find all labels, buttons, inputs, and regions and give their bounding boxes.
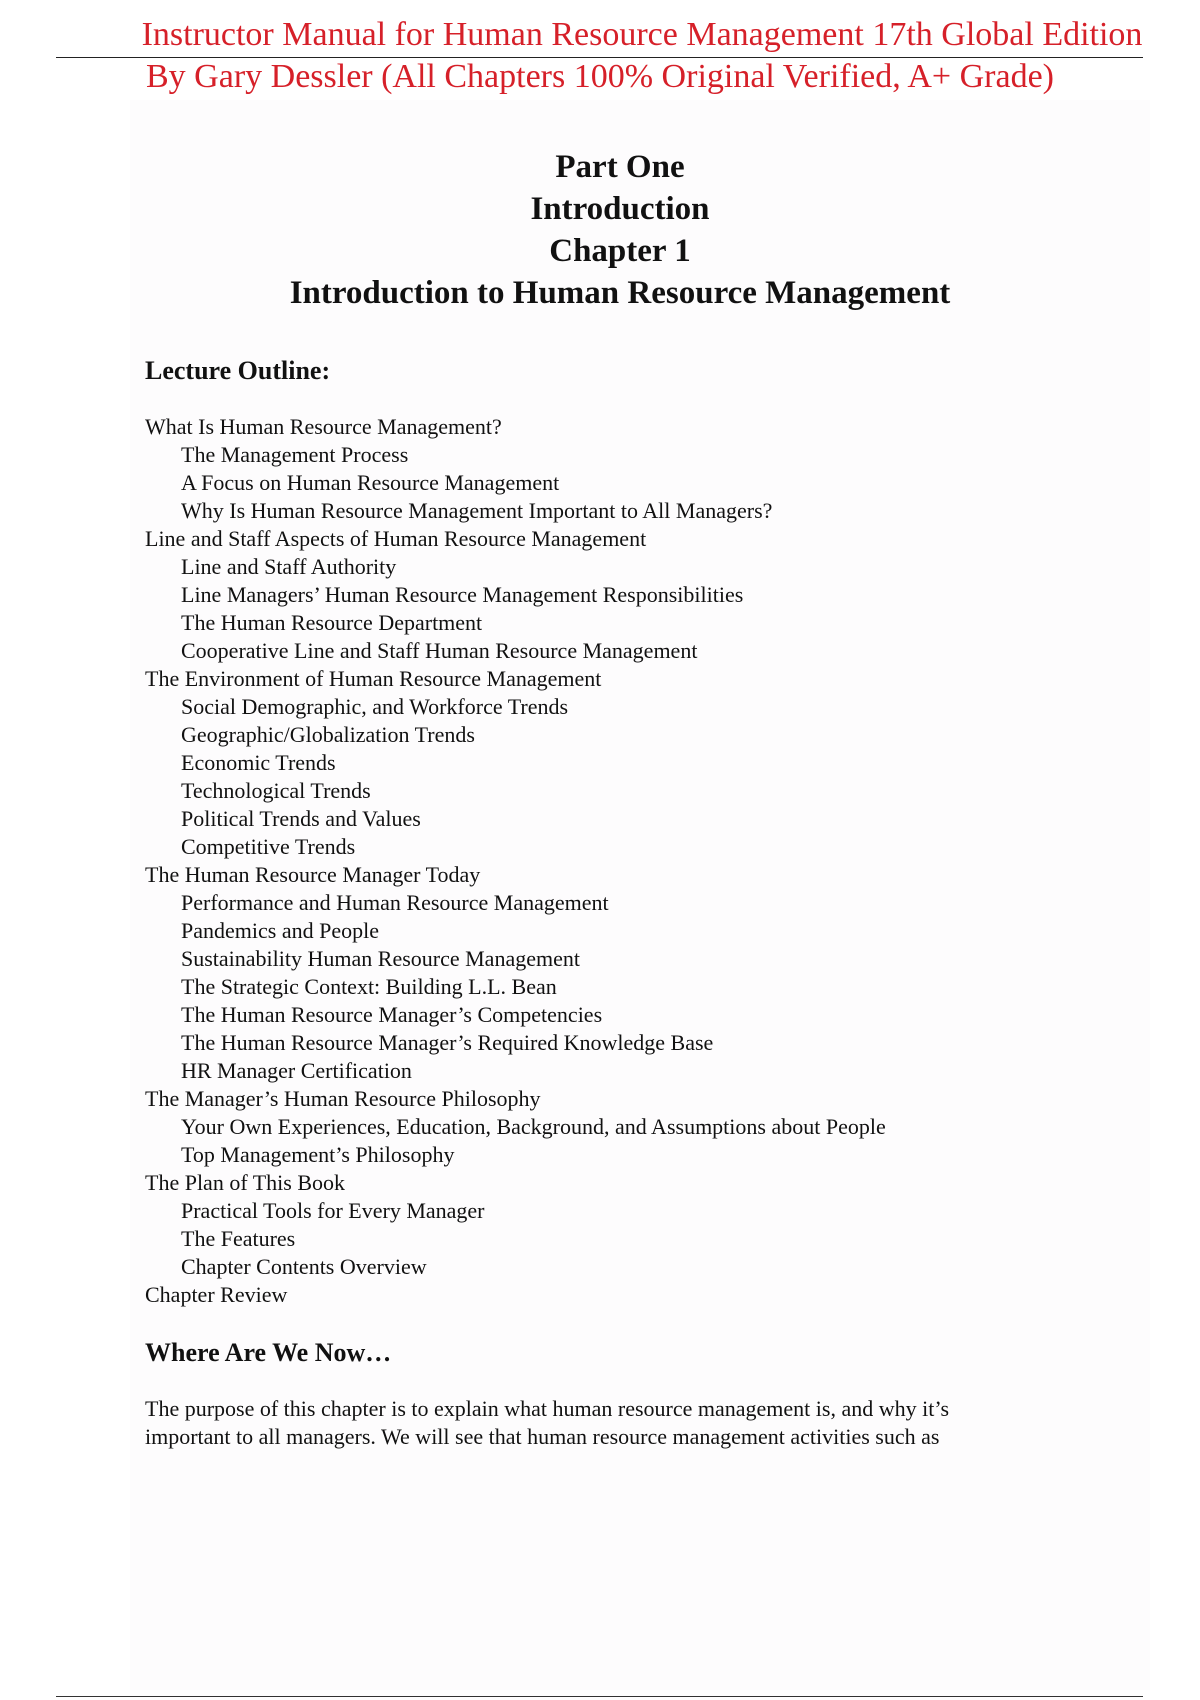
banner-line-2: By Gary Dessler (All Chapters 100% Original Verified, A+ Grade)	[146, 58, 1054, 95]
outline-item: Line and Staff Aspects of Human Resource Management	[145, 526, 647, 551]
outline-item: The Human Resource Manager Today	[145, 862, 481, 887]
outline-subitem: The Management Process	[181, 442, 409, 467]
outline-subitem: Technological Trends	[181, 778, 371, 803]
outline-subitem: The Human Resource Manager’s Competencies	[181, 1002, 603, 1027]
chapter-title: Introduction to Human Resource Management	[289, 275, 951, 311]
outline-subitem: The Strategic Context: Building L.L. Bean	[181, 974, 557, 999]
paragraph-line: important to all managers. We will see that human resource management activities such as	[145, 1424, 940, 1449]
lecture-outline-heading: Lecture Outline:	[145, 356, 331, 385]
outline-subitem: Economic Trends	[181, 750, 336, 775]
outline-item: The Plan of This Book	[145, 1170, 346, 1195]
outline-item: The Environment of Human Resource Management	[145, 666, 602, 691]
part-label: Part One	[555, 149, 685, 185]
outline-subitem: Top Management’s Philosophy	[181, 1142, 455, 1167]
chapter-heading	[120, 146, 1120, 314]
paragraph-line: The purpose of this chapter is to explain what human resource management is, and why it’s	[145, 1396, 950, 1421]
where-are-we-now-heading: Where Are We Now…	[145, 1338, 392, 1367]
outline-subitem: Competitive Trends	[181, 834, 356, 859]
outline-item: Chapter Review	[145, 1282, 288, 1307]
outline-subitem: The Features	[181, 1226, 296, 1251]
outline-subitem: Line and Staff Authority	[181, 554, 397, 579]
banner-divider	[56, 57, 1143, 58]
outline-subitem: HR Manager Certification	[181, 1058, 412, 1083]
outline-subitem: Political Trends and Values	[181, 806, 421, 831]
banner-line-1: Instructor Manual for Human Resource Management 17th Global Edition	[141, 16, 1143, 53]
outline-subitem: Geographic/Globalization Trends	[181, 722, 475, 747]
outline-subitem: The Human Resource Manager’s Required Knowledge Base	[181, 1030, 714, 1055]
outline-subitem: Social Demographic, and Workforce Trends	[181, 694, 569, 719]
outline-subitem: Pandemics and People	[181, 918, 379, 943]
lecture-outline-list	[145, 413, 886, 1309]
intro-paragraph	[145, 1395, 1065, 1451]
outline-subitem: Cooperative Line and Staff Human Resource Management	[181, 638, 698, 663]
page-bottom-divider	[56, 1696, 1143, 1697]
outline-subitem: Performance and Human Resource Management	[181, 890, 609, 915]
outline-item: The Manager’s Human Resource Philosophy	[145, 1086, 541, 1111]
outline-item: What Is Human Resource Management?	[145, 414, 502, 439]
outline-subitem: Sustainability Human Resource Management	[181, 946, 580, 971]
outline-subitem: A Focus on Human Resource Management	[181, 470, 560, 495]
outline-subitem: The Human Resource Department	[181, 610, 483, 635]
outline-subitem: Why Is Human Resource Management Important to All Managers?	[181, 498, 773, 523]
outline-subitem: Line Managers’ Human Resource Management Responsibilities	[181, 582, 744, 607]
chapter-label: Chapter 1	[549, 233, 691, 269]
outline-subitem: Practical Tools for Every Manager	[181, 1198, 485, 1223]
part-title: Introduction	[530, 191, 710, 227]
title-banner	[0, 14, 1200, 98]
outline-subitem: Your Own Experiences, Education, Background, and Assumptions about People	[181, 1114, 886, 1139]
outline-subitem: Chapter Contents Overview	[181, 1254, 427, 1279]
